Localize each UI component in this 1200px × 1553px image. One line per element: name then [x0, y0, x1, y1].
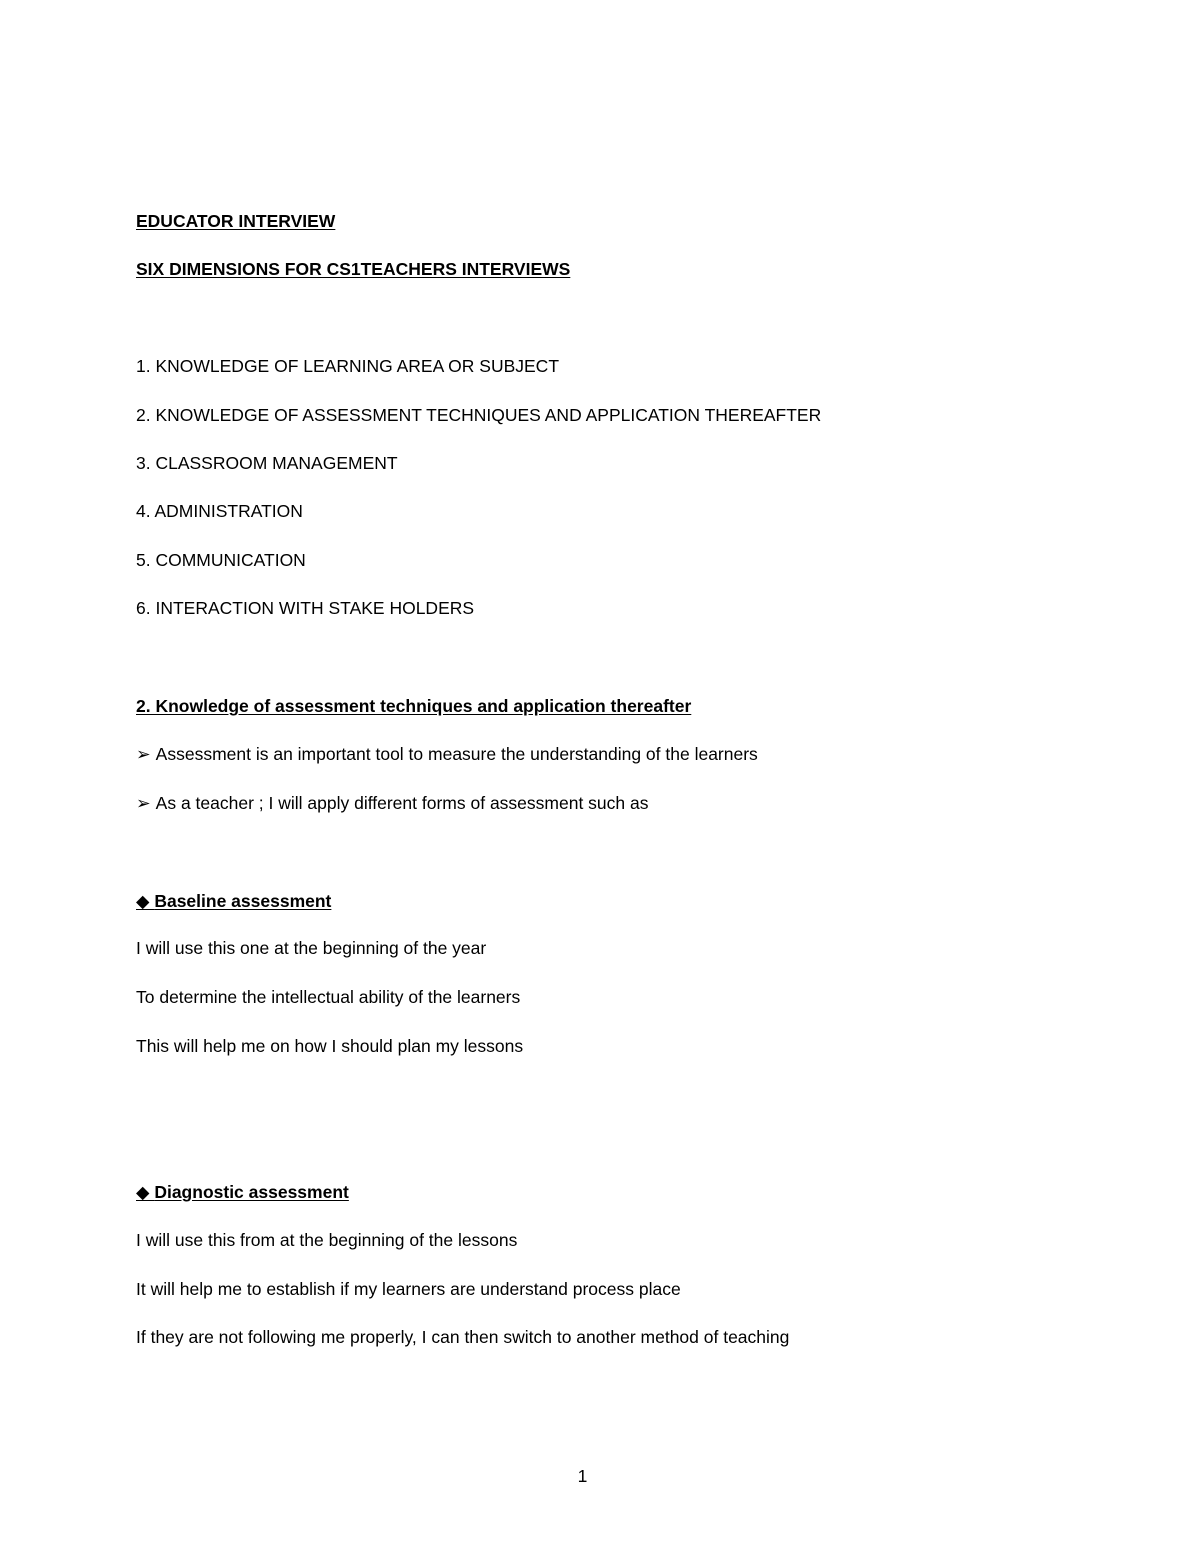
diagnostic-line-1: I will use this from at the beginning of the lessons [136, 1230, 518, 1250]
arrow-bullet-item [136, 743, 758, 765]
baseline-line-3: This will help me on how I should plan my lessons [136, 1036, 524, 1056]
baseline-heading-text: Baseline assessment [154, 891, 332, 911]
dimension-item-1: 1. KNOWLEDGE OF LEARNING AREA OR SUBJECT [136, 356, 560, 376]
document-title: EDUCATOR INTERVIEW [136, 211, 336, 231]
page-number: 1 [577, 1466, 588, 1486]
arrow-bullet-icon: ➢ [136, 793, 151, 813]
baseline-heading [136, 890, 331, 912]
arrow-bullet-text: Assessment is an important tool to measure the understanding of the learners [155, 744, 758, 764]
arrow-bullet-item [136, 792, 648, 814]
section-heading: 2. Knowledge of assessment techniques and application thereafter [136, 696, 692, 716]
baseline-line-2: To determine the intellectual ability of the learners [136, 987, 521, 1007]
diagnostic-heading-text: Diagnostic assessment [154, 1182, 349, 1202]
dimension-item-6: 6. INTERACTION WITH STAKE HOLDERS [136, 598, 475, 618]
baseline-line-1: I will use this one at the beginning of the year [136, 938, 487, 958]
dimension-item-5: 5. COMMUNICATION [136, 550, 306, 570]
arrow-bullet-icon: ➢ [136, 744, 151, 764]
diagnostic-line-2: It will help me to establish if my learners are understand process place [136, 1279, 681, 1299]
diamond-bullet-icon: ◆ [136, 891, 155, 911]
dimension-item-4: 4. ADMINISTRATION [136, 501, 303, 521]
dimension-item-3: 3. CLASSROOM MANAGEMENT [136, 453, 398, 473]
diamond-bullet-icon: ◆ [136, 1182, 155, 1202]
diagnostic-heading [136, 1181, 349, 1203]
diagnostic-line-3: If they are not following me properly, I can then switch to another method of teaching [136, 1327, 790, 1347]
document-subtitle: SIX DIMENSIONS FOR CS1TEACHERS INTERVIEWS [136, 259, 571, 279]
dimension-item-2: 2. KNOWLEDGE OF ASSESSMENT TECHNIQUES AND APPLICATION THEREAFTER [136, 405, 822, 425]
arrow-bullet-text: As a teacher ; I will apply different forms of assessment such as [155, 793, 649, 813]
